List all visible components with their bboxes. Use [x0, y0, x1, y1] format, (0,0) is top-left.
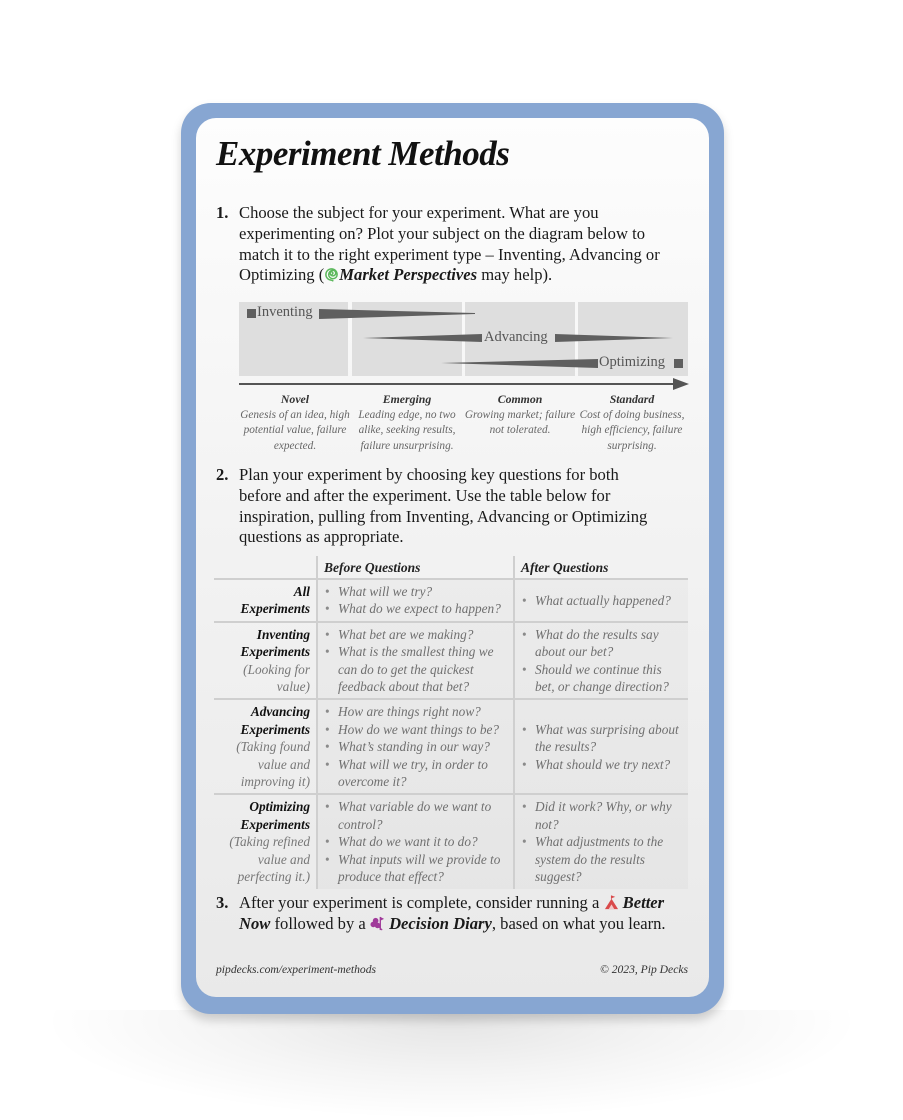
step-number: 1.	[216, 203, 229, 222]
step-text-part: After your experiment is complete, consider running a	[239, 893, 604, 912]
question-item: • What do we expect to happen?	[323, 600, 508, 617]
stage-common	[464, 392, 576, 439]
stage-standard	[576, 392, 688, 454]
before-questions	[317, 579, 514, 622]
row-subtitle: (Taking refined value and perfecting it.)	[229, 834, 310, 885]
footer-url[interactable]: pipdecks.com/experiment-methods	[216, 963, 377, 976]
question-item: • Should we continue this bet, or change direction?	[520, 661, 683, 696]
question-item: • What do we want it to do?	[323, 833, 508, 850]
table-row	[214, 794, 688, 888]
market-perspectives-link[interactable]: Market Perspectives	[339, 265, 478, 285]
row-subtitle: (Taking found value and improving it)	[236, 739, 310, 790]
step-number: 2.	[216, 465, 229, 484]
question-item: • What variable do we want to control?	[323, 798, 508, 833]
row-label	[214, 622, 317, 700]
arrow-head-icon	[673, 378, 689, 390]
question-item: • What adjustments to the system do the results suggest?	[520, 833, 683, 885]
question-item: • What do the results say about our bet?	[520, 626, 683, 661]
question-item: • How are things right now?	[323, 703, 508, 720]
stage-description: Leading edge, no two alike, seeking results, failure unsurprising.	[358, 408, 456, 452]
table-header-row	[214, 556, 688, 579]
stage-description: Cost of doing business, high efficiency, failure surprising.	[579, 408, 685, 452]
step-3	[216, 893, 686, 935]
row-name: Experiments	[240, 644, 310, 660]
axis-arrow-line	[239, 383, 679, 385]
stage-name: Common	[497, 392, 543, 406]
bar-label-inventing: Inventing	[257, 304, 313, 320]
row-name: Optimizing	[249, 799, 310, 815]
row-name: All	[293, 584, 310, 599]
question-item: • What is the smallest thing we can do to get the quickest feedback about that bet?	[323, 643, 508, 695]
before-questions	[317, 699, 514, 794]
question-item: • What should we try next?	[520, 756, 683, 773]
mountain-flag-icon	[604, 895, 619, 910]
experiment-type-diagram	[239, 302, 689, 452]
optimizing-marker-icon	[674, 359, 683, 368]
table-row	[214, 699, 688, 794]
question-item: • What will we try, in order to overcome it?	[323, 756, 508, 791]
question-item: • Did it work? Why, or why not?	[520, 798, 683, 833]
card-floor-shadow	[40, 1010, 863, 1120]
step-1	[216, 203, 686, 286]
step-text: Plan your experiment by choosing key questions for both before and after the experiment. Use the table below for inspiration, pulling from Inventing, Advancing or Optimizing questions as appropriate.	[239, 465, 648, 547]
stage-name: Novel	[280, 392, 310, 406]
header-empty	[214, 556, 317, 579]
table-row	[214, 622, 688, 700]
table-row	[214, 579, 688, 622]
step-text-part: , based on what you learn.	[491, 913, 666, 933]
step-text-part: may help).	[477, 265, 553, 285]
spiral-icon	[324, 267, 339, 282]
card-title: Experiment Methods	[216, 134, 510, 173]
row-label	[214, 579, 317, 622]
step-text	[239, 893, 686, 935]
step-text	[239, 203, 686, 286]
before-questions	[317, 794, 514, 888]
row-name: Experiments	[240, 721, 310, 737]
stage-name: Standard	[609, 392, 655, 406]
step-text-part: followed by a	[270, 913, 370, 933]
stage-description: Genesis of an idea, high potential value, failure expected.	[240, 408, 350, 452]
question-item: • What will we try?	[323, 583, 508, 600]
bar-label-advancing: Advancing	[484, 329, 548, 345]
decision-diary-link[interactable]: Decision Diary	[389, 913, 492, 933]
after-questions	[514, 622, 688, 700]
step-text-part: Choose the subject for your experiment. What are you experimenting on? Plot your subject on the diagram below to match it to the right experiment type – Inventing, Advancing or Optimizing (	[239, 203, 660, 285]
question-item: • What’s standing in our way?	[323, 738, 508, 755]
question-item: • What inputs will we provide to produce that effect?	[323, 851, 508, 886]
header-after: After Questions	[514, 556, 688, 579]
questions-table	[214, 556, 688, 889]
step-number: 3.	[216, 893, 229, 912]
row-name: Inventing	[256, 626, 310, 642]
question-item: • How do we want things to be?	[323, 721, 508, 738]
bar-label-optimizing: Optimizing	[599, 354, 666, 370]
better-now-link[interactable]: Better Now	[239, 893, 665, 933]
row-name: Advancing	[250, 704, 310, 720]
flower-flag-icon	[370, 916, 385, 931]
question-item: • What was surprising about the results?	[520, 721, 683, 756]
stage-emerging	[351, 392, 463, 454]
after-questions	[514, 699, 688, 794]
row-label	[214, 699, 317, 794]
question-item: • What actually happened?	[520, 592, 683, 609]
stage-name: Emerging	[382, 392, 432, 406]
stage-novel	[239, 392, 351, 454]
after-questions	[514, 579, 688, 622]
before-questions	[317, 622, 514, 700]
question-item: • What bet are we making?	[323, 626, 508, 643]
row-label	[214, 794, 317, 888]
header-before: Before Questions	[317, 556, 514, 579]
footer-copyright: © 2023, Pip Decks	[599, 963, 688, 976]
row-name: Experiments	[240, 601, 310, 617]
inventing-marker-icon	[247, 309, 256, 318]
row-name: Experiments	[240, 816, 310, 832]
row-subtitle: (Looking for value)	[243, 661, 310, 695]
after-questions	[514, 794, 688, 888]
stage-description: Growing market; failure not tolerated.	[464, 408, 576, 436]
step-2	[216, 465, 686, 548]
